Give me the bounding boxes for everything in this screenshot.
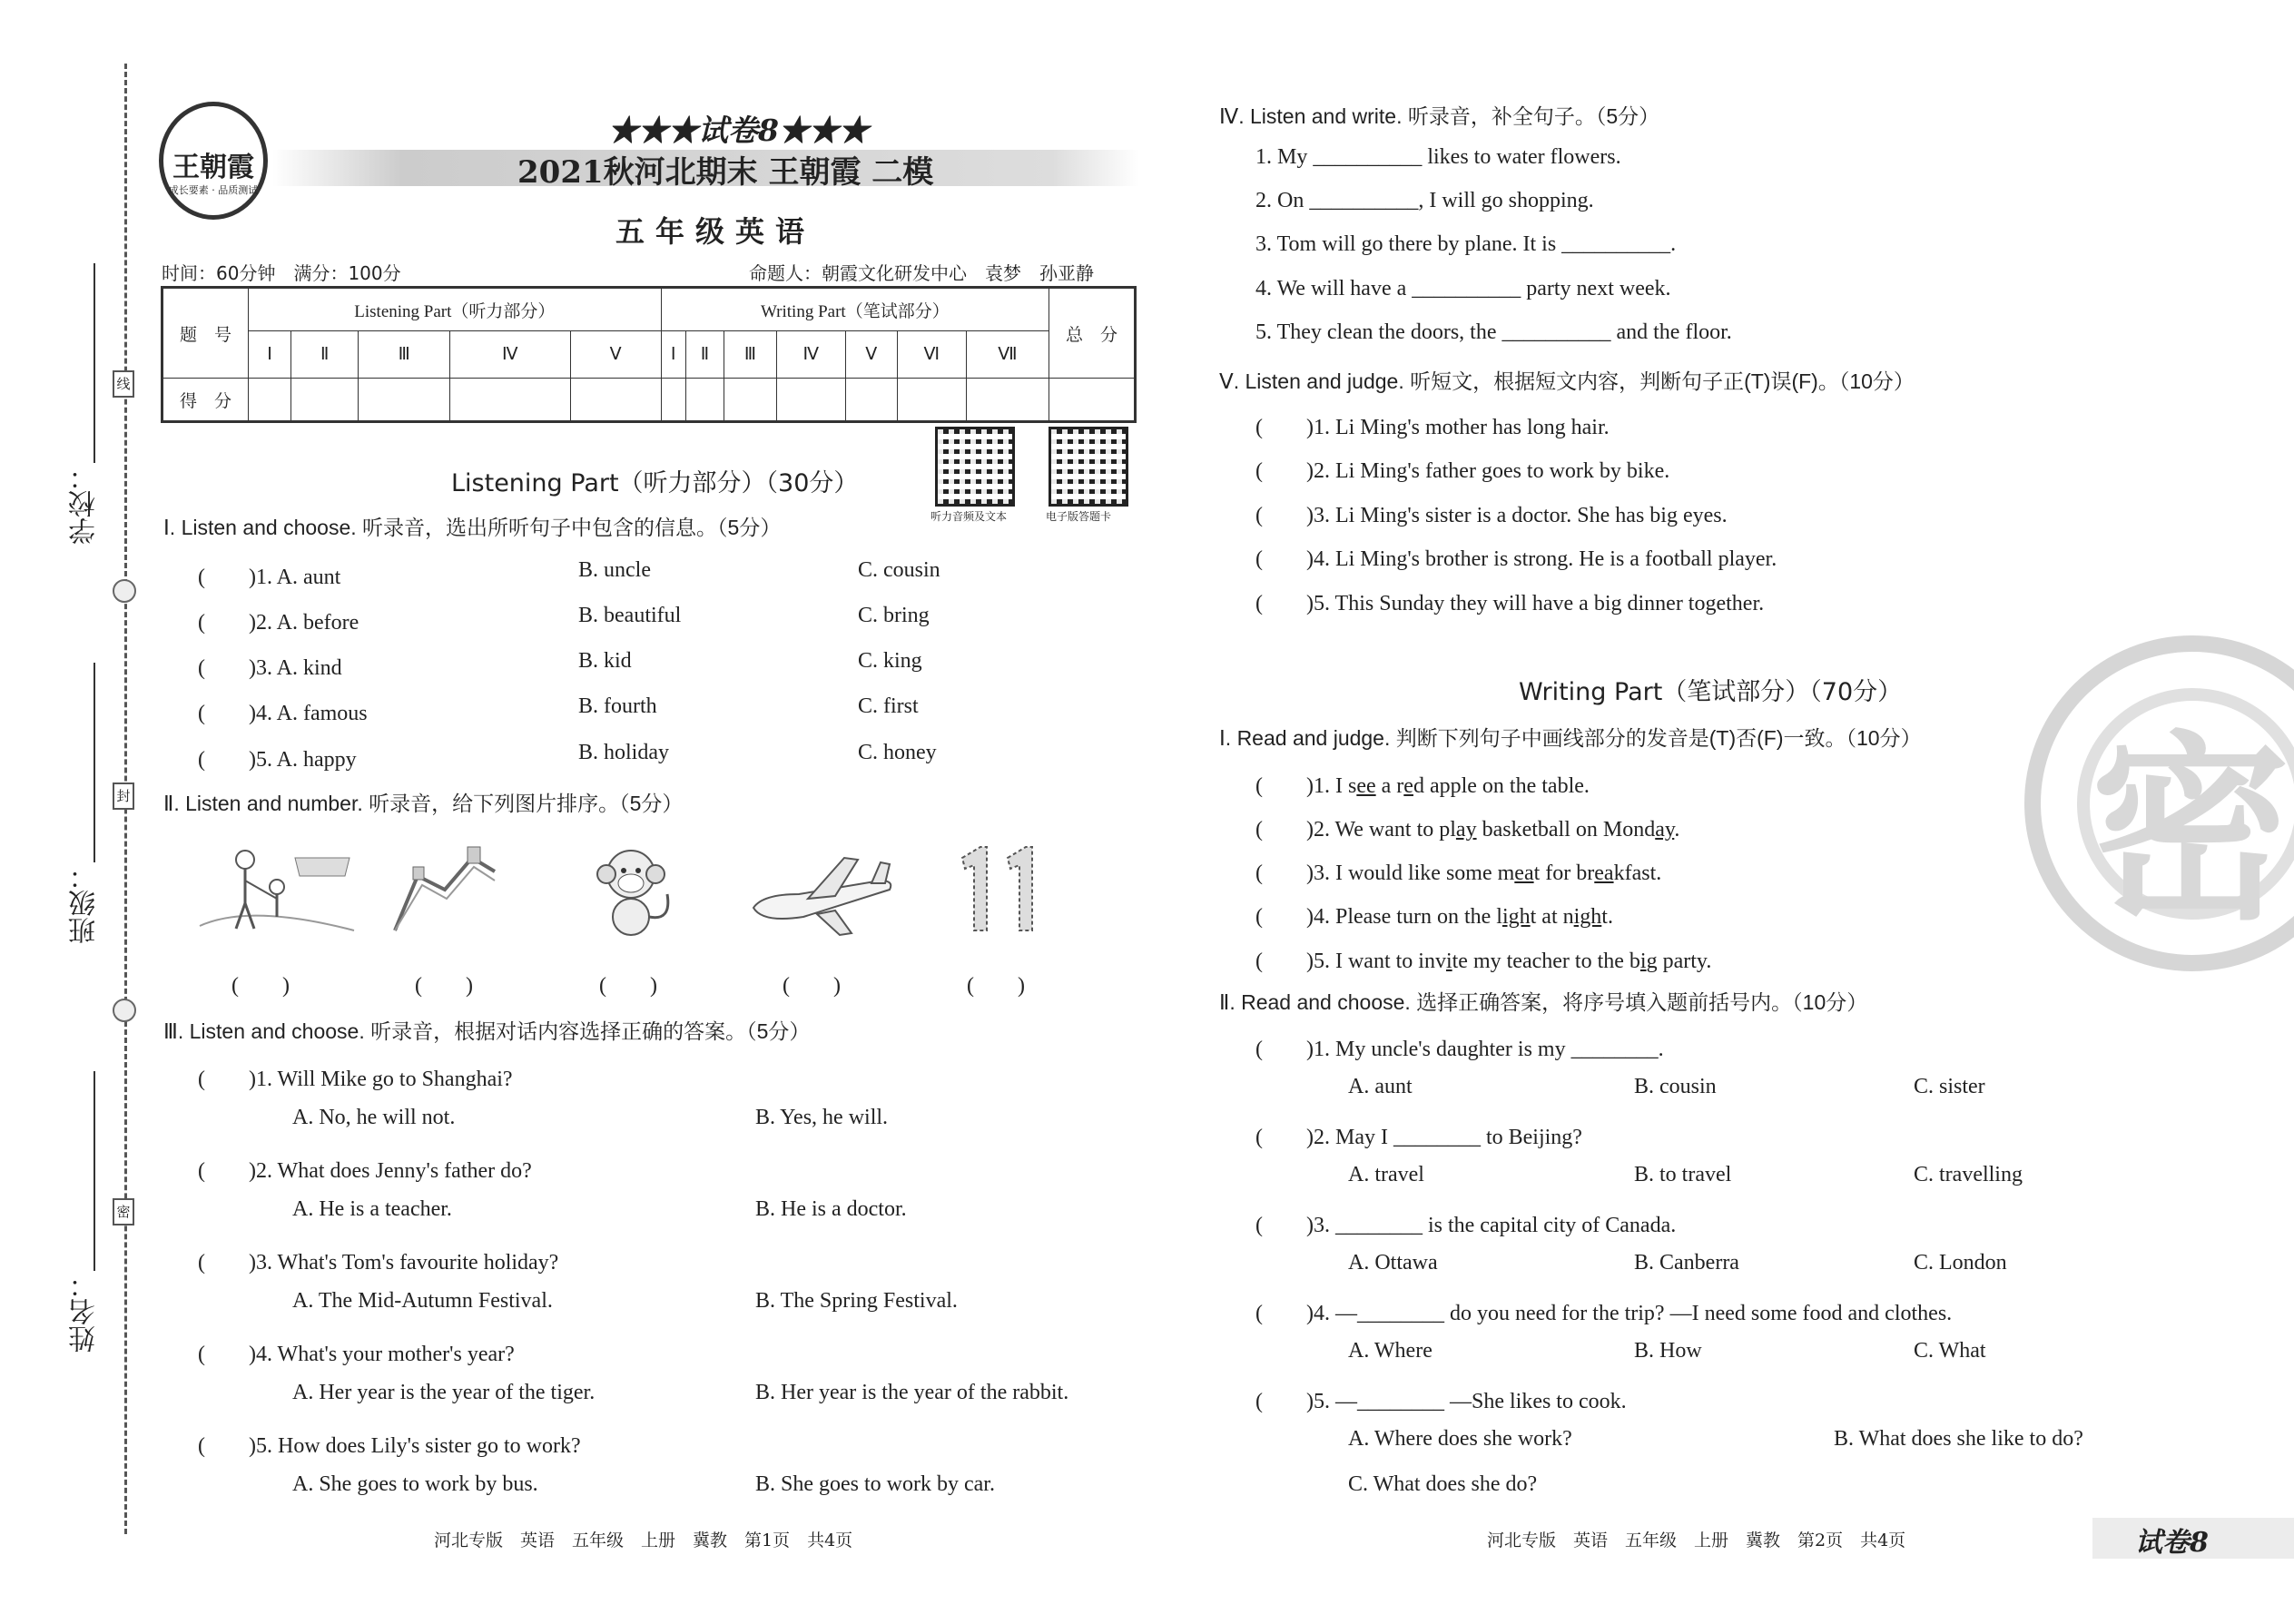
score-cell[interactable] [570, 379, 661, 422]
p1-q1-a: ( )1. A. aunt [198, 566, 341, 589]
score-cell[interactable] [291, 379, 359, 422]
p1-q3-b: B. kid [578, 649, 632, 673]
p4-q5[interactable]: 5. They clean the doors, the __________ and the floor. [1255, 320, 1732, 344]
w2-q4-a: A. Where [1348, 1339, 1433, 1363]
brand-logo [159, 102, 268, 220]
w2-q1-a: A. aunt [1348, 1075, 1413, 1098]
monkey-picture [581, 840, 690, 940]
w1-q5: ( )5. I want to invite my teacher to the big party. [1255, 950, 1712, 973]
p1-q4-c: C. first [858, 694, 919, 718]
mark-seal: 封 [113, 782, 134, 810]
p3-q2: ( )2. What does Jenny's father do? [198, 1159, 532, 1183]
qr-code-icon[interactable] [1049, 427, 1128, 507]
score-cell[interactable] [966, 379, 1049, 422]
watermark-char: 密 [2091, 714, 2291, 947]
school-label: 学校： [69, 463, 101, 545]
pic-answer-4[interactable]: ( ) [783, 974, 841, 998]
p5-q4: ( )4. Li Ming's brother is strong. He is a football player. [1255, 547, 1777, 571]
pic-answer-1[interactable]: ( ) [231, 974, 290, 998]
score-cell[interactable] [249, 379, 291, 422]
p5-q2: ( )2. Li Ming's father goes to work by bike. [1255, 459, 1670, 483]
p3-q5-b: B. She goes to work by car. [755, 1472, 995, 1496]
w2-q2-c: C. travelling [1914, 1163, 2023, 1186]
name-field[interactable] [94, 1071, 95, 1271]
total-label: 总 分 [1049, 288, 1136, 379]
p4-q1[interactable]: 1. My __________ likes to water flowers. [1255, 145, 1621, 169]
col-label: Ⅳ [450, 331, 571, 379]
number-eleven-picture [949, 840, 1049, 940]
part5-head: Ⅴ. Listen and judge. 听短文，根据短文内容，判断句子正(T)误(F)。（10分） [1219, 369, 1915, 393]
col-label: Ⅰ [249, 331, 291, 379]
w2-q3-b: B. Canberra [1634, 1251, 1739, 1275]
p3-q1-b: B. Yes, he will. [755, 1106, 889, 1129]
w2-q4-b: B. How [1634, 1339, 1702, 1363]
writing-title: Writing Part（笔试部分）（70分） [1519, 678, 1903, 706]
score-label: 得 分 [162, 379, 249, 422]
listening-title: Listening Part（听力部分）（30分） [451, 469, 859, 497]
w2-q3: ( )3. ________ is the capital city of Canada. [1255, 1214, 1677, 1237]
w2-q5: ( )5. —________ —She likes to cook. [1255, 1390, 1627, 1413]
plane-picture [744, 840, 899, 940]
w-part1-head: Ⅰ. Read and judge. 判断下列句子中画线部分的发音是(T)否(F)一致。（10分） [1219, 726, 1922, 750]
p1-q1-c: C. cousin [858, 558, 940, 582]
p1-q4-a: ( )4. A. famous [198, 702, 368, 725]
p1-q2-b: B. beautiful [578, 604, 682, 627]
p1-q4-b: B. fourth [578, 694, 657, 718]
authors: 命题人：朝霞文化研发中心 袁梦 孙亚静 [749, 262, 1094, 284]
w2-q4: ( )4. —________ do you need for the trip? —I need some food and clothes. [1255, 1302, 1953, 1325]
p3-q4: ( )4. What's your mother's year? [198, 1343, 515, 1366]
w1-q4: ( )4. Please turn on the light at night. [1255, 905, 1613, 929]
p1-q2-c: C. bring [858, 604, 930, 627]
secret-watermark-icon [2024, 635, 2294, 971]
score-cell[interactable] [450, 379, 571, 422]
w1-q1: ( )1. I see a red apple on the table. [1255, 774, 1590, 798]
p4-q2[interactable]: 2. On __________, I will go shopping. [1255, 189, 1594, 212]
score-cell[interactable] [897, 379, 966, 422]
time-info: 时间：60分钟 满分：100分 [162, 262, 401, 284]
qr-caption-card: 电子版答题卡 [1046, 510, 1112, 523]
footer-page-2: 河北专版 英语 五年级 上册 冀教 第2页 共4页 [1487, 1530, 1906, 1550]
col-label: Ⅶ [966, 331, 1049, 379]
qr-caption-audio: 听力音频及文本 [930, 510, 1008, 523]
p4-q4[interactable]: 4. We will have a __________ party next week. [1255, 277, 1671, 300]
q-label: 题 号 [162, 288, 249, 379]
col-label: Ⅱ [291, 331, 359, 379]
p1-q5-a: ( )5. A. happy [198, 748, 357, 772]
part4-head: Ⅳ. Listen and write. 听录音，补全句子。（5分） [1219, 104, 1660, 128]
w2-q4-c: C. What [1914, 1339, 1986, 1363]
p5-q5: ( )5. This Sunday they will have a big dinner together. [1255, 592, 1765, 615]
p3-q3-b: B. The Spring Festival. [755, 1289, 958, 1313]
w2-q3-c: C. London [1914, 1251, 2007, 1275]
family-walk-picture [195, 840, 359, 940]
w2-q5-a: A. Where does she work? [1348, 1427, 1572, 1451]
score-cell[interactable] [661, 379, 685, 422]
w2-q2: ( )2. May I ________ to Beijing? [1255, 1126, 1582, 1149]
w2-q2-b: B. to travel [1634, 1163, 1732, 1186]
pic-answer-3[interactable]: ( ) [599, 974, 657, 998]
part1-head: Ⅰ. Listen and choose. 听录音，选出所听句子中包含的信息。（5分） [163, 516, 782, 539]
col-label: Ⅴ [570, 331, 661, 379]
logo-text: 王朝霞 [172, 152, 254, 183]
p3-q1-a: A. No, he will not. [292, 1106, 456, 1129]
score-cell[interactable] [685, 379, 724, 422]
p3-q5: ( )5. How does Lily's sister go to work? [198, 1434, 581, 1458]
w2-q5-c: C. What does she do? [1348, 1472, 1538, 1496]
mark-secret: 密 [113, 1198, 134, 1225]
name-label: 姓名： [69, 1271, 101, 1353]
trial-number: ★★★试卷8★★★ [608, 113, 869, 148]
w2-q3-a: A. Ottawa [1348, 1251, 1438, 1275]
p3-q4-b: B. Her year is the year of the rabbit. [755, 1381, 1069, 1404]
corner-trial-label: 试卷8 [2135, 1527, 2209, 1559]
logo-sub: 成长要素 · 品质测试 [168, 184, 259, 196]
footer-page-1: 河北专版 英语 五年级 上册 冀教 第1页 共4页 [434, 1530, 853, 1550]
p3-q4-a: A. Her year is the year of the tiger. [292, 1381, 596, 1404]
p3-q3-a: A. The Mid-Autumn Festival. [292, 1289, 553, 1313]
p3-q1: ( )1. Will Mike go to Shanghai? [198, 1068, 513, 1091]
p3-q2-b: B. He is a doctor. [755, 1197, 907, 1221]
p1-q3-a: ( )3. A. kind [198, 656, 342, 680]
w-part2-head: Ⅱ. Read and choose. 选择正确答案，将序号填入题前括号内。（10分） [1219, 990, 1868, 1014]
w2-q2-a: A. travel [1348, 1163, 1424, 1186]
pic-answer-2[interactable]: ( ) [415, 974, 473, 998]
p5-q3: ( )3. Li Ming's sister is a doctor. She has big eyes. [1255, 504, 1728, 527]
binding-hole-icon [113, 579, 136, 603]
score-cell[interactable] [776, 379, 845, 422]
col-label: Ⅴ [845, 331, 897, 379]
grade-title: 五年级英语 [615, 214, 816, 249]
p1-q5-c: C. honey [858, 741, 937, 764]
great-wall-picture [390, 840, 499, 940]
mark-line: 线 [113, 370, 134, 398]
p3-q3: ( )3. What's Tom's favourite holiday? [198, 1251, 559, 1275]
writing-group-label: Writing Part（笔试部分） [661, 288, 1049, 331]
score-cell[interactable] [359, 379, 450, 422]
pic-answer-5[interactable]: ( ) [967, 974, 1025, 998]
col-label: Ⅲ [724, 331, 777, 379]
w2-q1-b: B. cousin [1634, 1075, 1717, 1098]
p4-q3[interactable]: 3. Tom will go there by plane. It is __________. [1255, 232, 1677, 256]
listening-group-label: Listening Part（听力部分） [249, 288, 662, 331]
w1-q3: ( )3. I would like some meat for breakfast. [1255, 861, 1662, 885]
col-label: Ⅵ [897, 331, 966, 379]
p1-q5-b: B. holiday [578, 741, 669, 764]
p1-q2-a: ( )2. A. before [198, 611, 359, 635]
p5-q1: ( )1. Li Ming's mother has long hair. [1255, 416, 1610, 439]
col-label: Ⅲ [359, 331, 450, 379]
w2-q1-c: C. sister [1914, 1075, 1985, 1098]
binding-hole-icon [113, 999, 136, 1022]
class-field[interactable] [94, 663, 95, 862]
class-label: 班级： [69, 862, 101, 944]
w2-q5-b: B. What does she like to do? [1834, 1427, 2083, 1451]
school-field[interactable] [94, 263, 95, 463]
exam-title: 2021秋河北期末 王朝霞 二模 [517, 154, 934, 191]
score-cell[interactable] [845, 379, 897, 422]
col-label: Ⅰ [661, 331, 685, 379]
score-table [161, 286, 1137, 423]
col-label: Ⅳ [776, 331, 845, 379]
p1-q1-b: B. uncle [578, 558, 651, 582]
p1-q3-c: C. king [858, 649, 922, 673]
total-cell[interactable] [1049, 379, 1136, 422]
col-label: Ⅱ [685, 331, 724, 379]
p3-q5-a: A. She goes to work by bus. [292, 1472, 538, 1496]
w2-q1: ( )1. My uncle's daughter is my ________. [1255, 1038, 1664, 1061]
part2-head: Ⅱ. Listen and number. 听录音，给下列图片排序。（5分） [163, 792, 684, 815]
score-cell[interactable] [724, 379, 777, 422]
p3-q2-a: A. He is a teacher. [292, 1197, 452, 1221]
w1-q2: ( )2. We want to play basketball on Monday. [1255, 818, 1680, 842]
qr-code-icon[interactable] [935, 427, 1015, 507]
part3-head: Ⅲ. Listen and choose. 听录音，根据对话内容选择正确的答案。（5分） [163, 1019, 811, 1043]
